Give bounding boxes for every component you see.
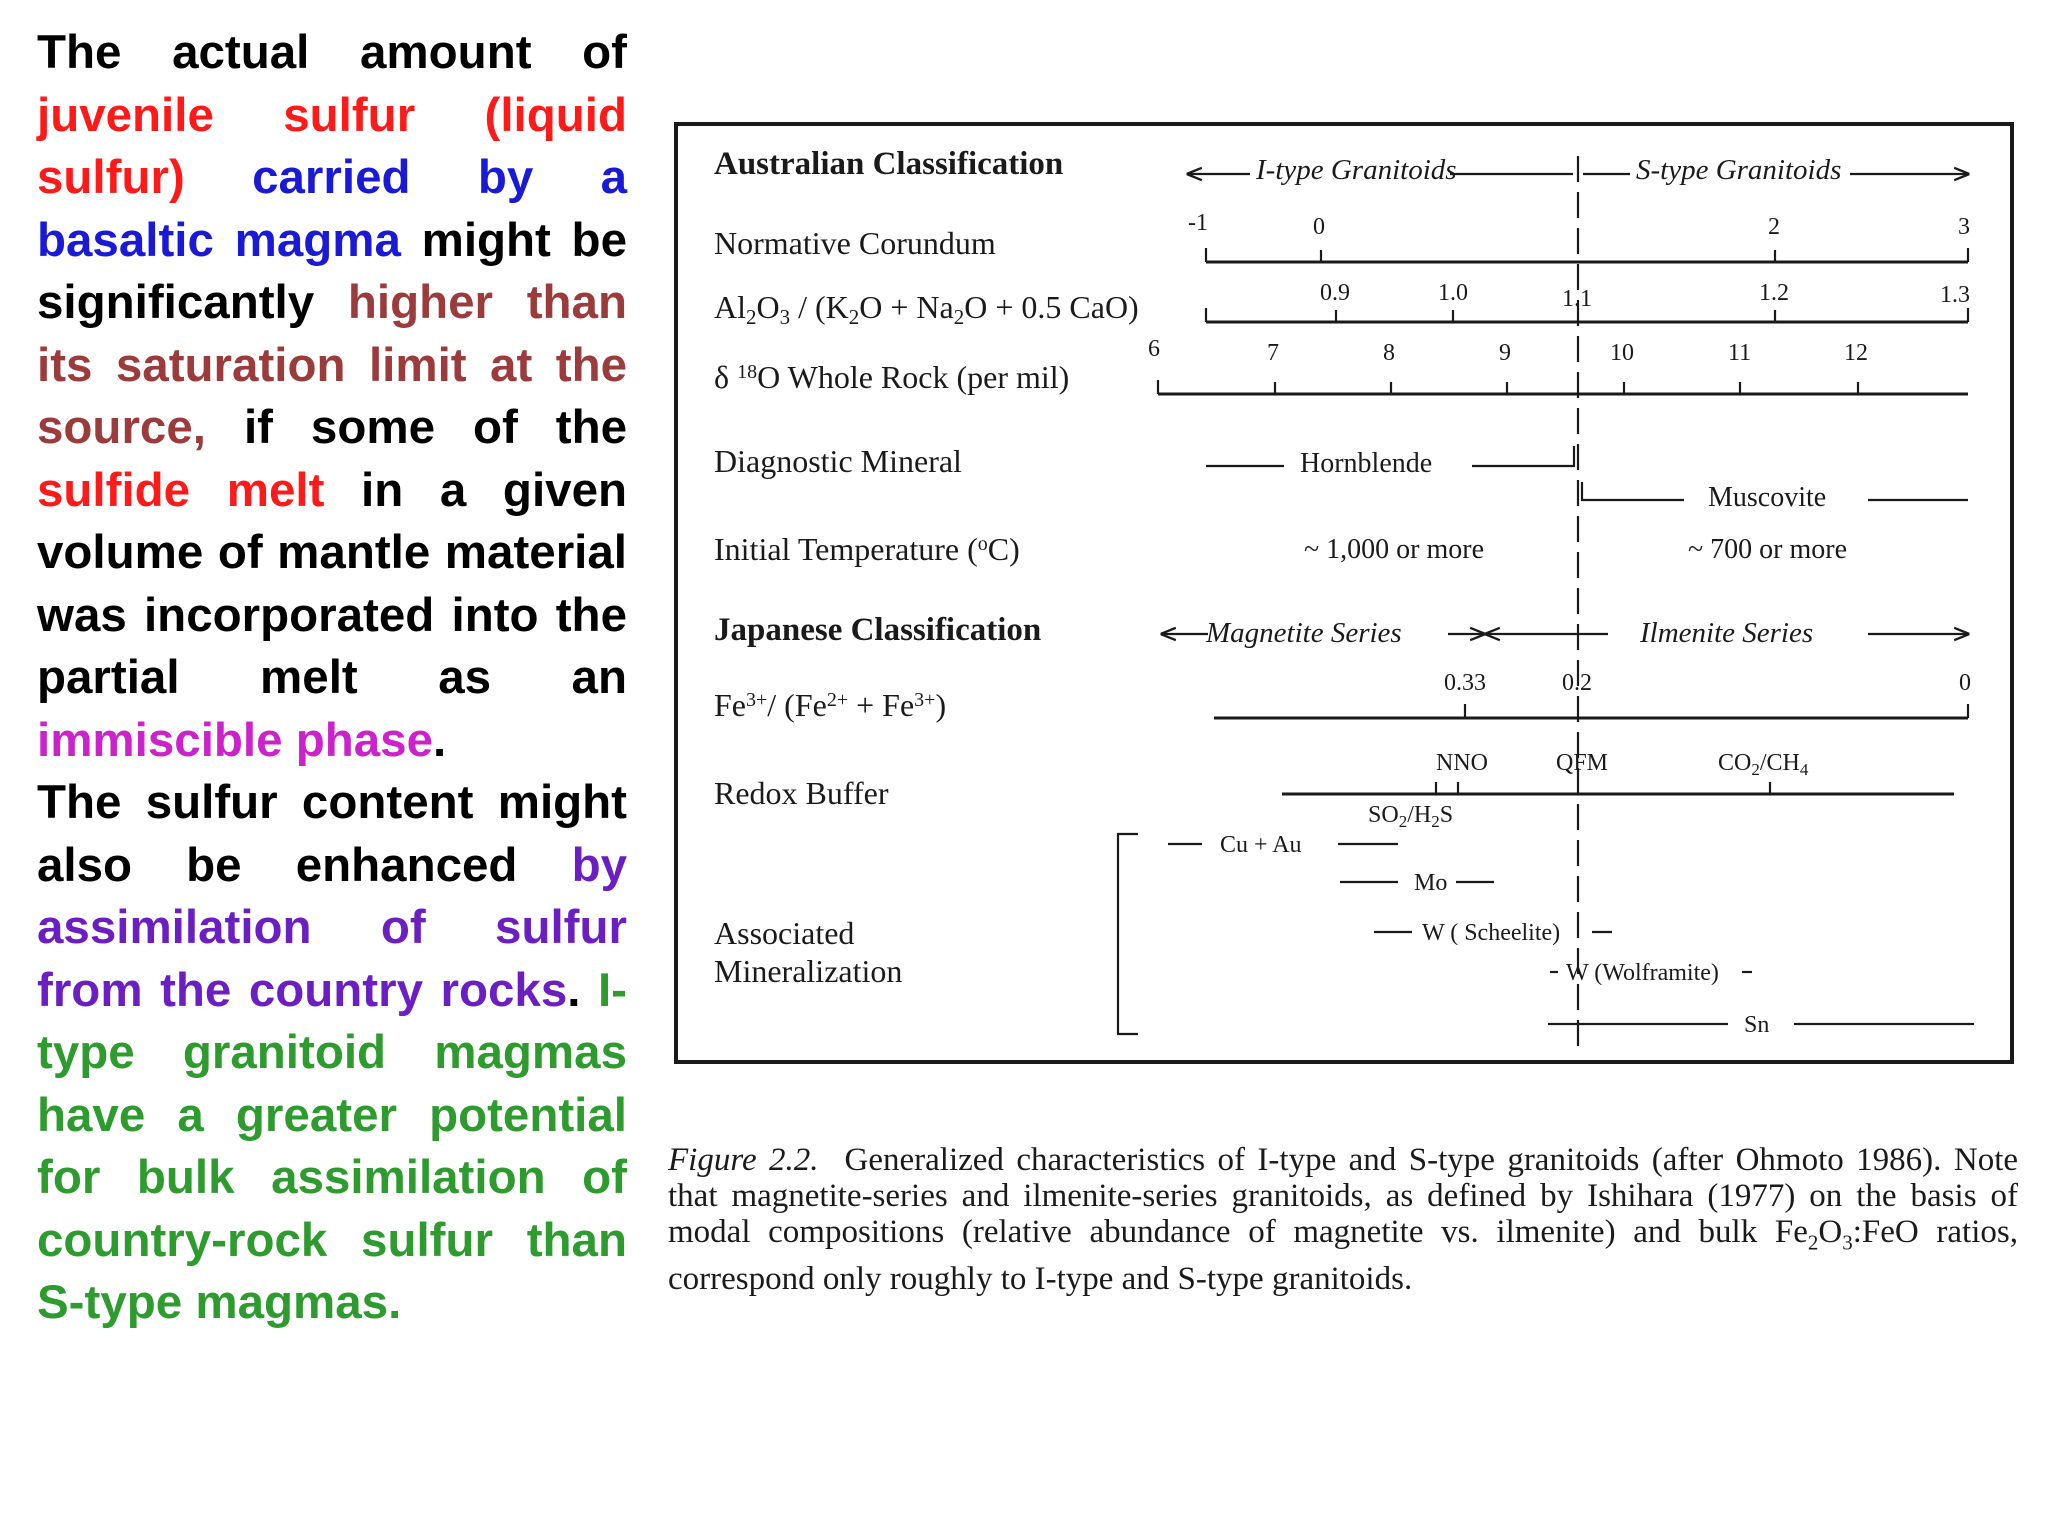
figure-label: Figure 2.2.: [668, 1142, 819, 1178]
text-run: .: [567, 963, 598, 1017]
ilmenite-series-label: Ilmenite Series: [1640, 617, 1814, 649]
delta-o18-tick: 10: [1610, 340, 1634, 366]
mo-label: Mo: [1414, 870, 1448, 896]
text-run-saturation-limit: higher than its saturation limit at the source,: [37, 276, 627, 454]
ferric-ratio-label: $Fe^{3+}/$ $(Fe^{2+} + Fe^{3+})$: [714, 687, 947, 723]
s-type-granitoids-label: S-type Granitoids: [1636, 154, 1842, 186]
text-run-i-type-magmas: I-type granitoid magmas have a greater potential for bulk assimilation of country-rock sulfur than S-type magmas.: [37, 963, 627, 1329]
ferric-ratio-tick: 0.33: [1444, 670, 1486, 696]
text-run-sulfide-melt: sulfide melt: [37, 463, 362, 517]
corundum-tick: 3: [1958, 214, 1970, 240]
delta-o18-tick: 12: [1844, 340, 1868, 366]
corundum-tick: -1: [1188, 210, 1208, 236]
mineralization-bracket: [1118, 834, 1138, 1034]
explanatory-text: [37, 22, 627, 1335]
corundum-tick: 2: [1768, 214, 1780, 240]
caption-sub: 2: [1807, 1230, 1819, 1255]
alumina-tick: 1.3: [1940, 282, 1970, 308]
delta-o18-tick: 6: [1148, 336, 1160, 362]
redox-buffer-label: Redox Buffer: [714, 775, 889, 811]
alumina-tick: 0.9: [1320, 280, 1350, 306]
caption-text: O: [1818, 1214, 1843, 1250]
delta-o18-tick: 8: [1383, 340, 1395, 366]
nno-label: NNO: [1436, 750, 1488, 776]
qfm-label: QFM: [1556, 750, 1609, 776]
normative-corundum-label: Normative Corundum: [714, 225, 996, 261]
text-run-basaltic-magma: carried by a basaltic magma: [37, 151, 627, 267]
australian-classification-title: Australian Classification: [714, 146, 1064, 182]
text-run: in a given volume of mantle material was incorporated into the partial melt as an: [37, 463, 627, 704]
caption-sub: 3: [1842, 1230, 1853, 1255]
w-wolframite-label: W (Wolframite): [1566, 960, 1719, 986]
muscovite-value: Muscovite: [1708, 482, 1827, 513]
japanese-classification-title: Japanese Classification: [714, 612, 1042, 648]
text-run-immiscible-phase: immiscible phase: [37, 713, 434, 767]
alumina-tick: 1.2: [1759, 280, 1789, 306]
associated-mineralization-label-line2: Mineralization: [714, 953, 903, 989]
w-scheelite-label: W ( Scheelite): [1422, 920, 1561, 946]
figure-caption: [668, 1142, 2018, 1297]
ferric-ratio-tick: 0: [1959, 670, 1971, 696]
associated-mineralization-label-line1: Associated: [714, 915, 855, 951]
paragraph-sulfur-content: [37, 772, 627, 1335]
diagnostic-mineral-label: Diagnostic Mineral: [714, 443, 962, 479]
caption-text: :FeO ratios, correspond only roughly to I-type and S-type granitoids.: [668, 1214, 2018, 1297]
paragraph-juvenile-sulfur: [37, 22, 627, 772]
magnetite-series-label: Magnetite Series: [1206, 617, 1402, 649]
text-run: The sulfur content might also be enhanced: [37, 776, 627, 892]
corundum-tick: 0: [1313, 214, 1325, 240]
so2-h2s-label: $SO_2/H_2S$: [1368, 802, 1454, 831]
alumina-ratio-label: Al2O3 / (K2O + Na2O + 0.5 CaO): [714, 289, 1139, 329]
text-run: The actual amount of: [37, 26, 627, 79]
i-type-granitoids-label: I-type Granitoids: [1256, 154, 1457, 186]
delta-o18-label: δ $^{18}$O Whole Rock (per mil): [714, 359, 1070, 395]
s-type-temperature-value: ~ 700 or more: [1688, 534, 1848, 565]
co2-ch4-label: $CO_2/CH_4$: [1718, 750, 1809, 779]
text-run: .: [433, 713, 447, 767]
i-type-temperature-value: ~ 1,000 or more: [1304, 534, 1485, 565]
alumina-tick: 1.1: [1562, 286, 1592, 312]
hornblende-value: Hornblende: [1300, 448, 1433, 479]
delta-o18-tick: 9: [1499, 340, 1511, 366]
granitoid-classification-diagram: [678, 126, 2018, 1068]
sn-label: Sn: [1744, 1012, 1770, 1038]
delta-o18-tick: 11: [1728, 340, 1752, 366]
text-run-juvenile-sulfur: juvenile sulfur (liquid sulfur): [37, 88, 627, 204]
text-run: might be significantly: [37, 213, 627, 329]
granitoid-figure: [674, 122, 2014, 1064]
ferric-ratio-tick: 0.2: [1562, 670, 1592, 696]
text-run-assimilation: by assimilation of sulfur from the country rocks: [37, 838, 627, 1017]
cu-au-label: Cu + Au: [1220, 832, 1302, 858]
caption-text: Generalized characteristics of I-type and S-type granitoids (after Ohmoto 1986). Note that magnetite-series and ilmenite-series granitoids, as defined by Ishihara (1977) on the basis of modal compositions (relative abundance of magnetite vs. ilmenite) and bulk Fe: [668, 1142, 2019, 1250]
text-run: if some of the: [243, 401, 627, 454]
alumina-tick: 1.0: [1438, 280, 1468, 306]
delta-o18-tick: 7: [1267, 340, 1279, 366]
initial-temperature-label: Initial Temperature ($^o$C): [714, 531, 1020, 567]
